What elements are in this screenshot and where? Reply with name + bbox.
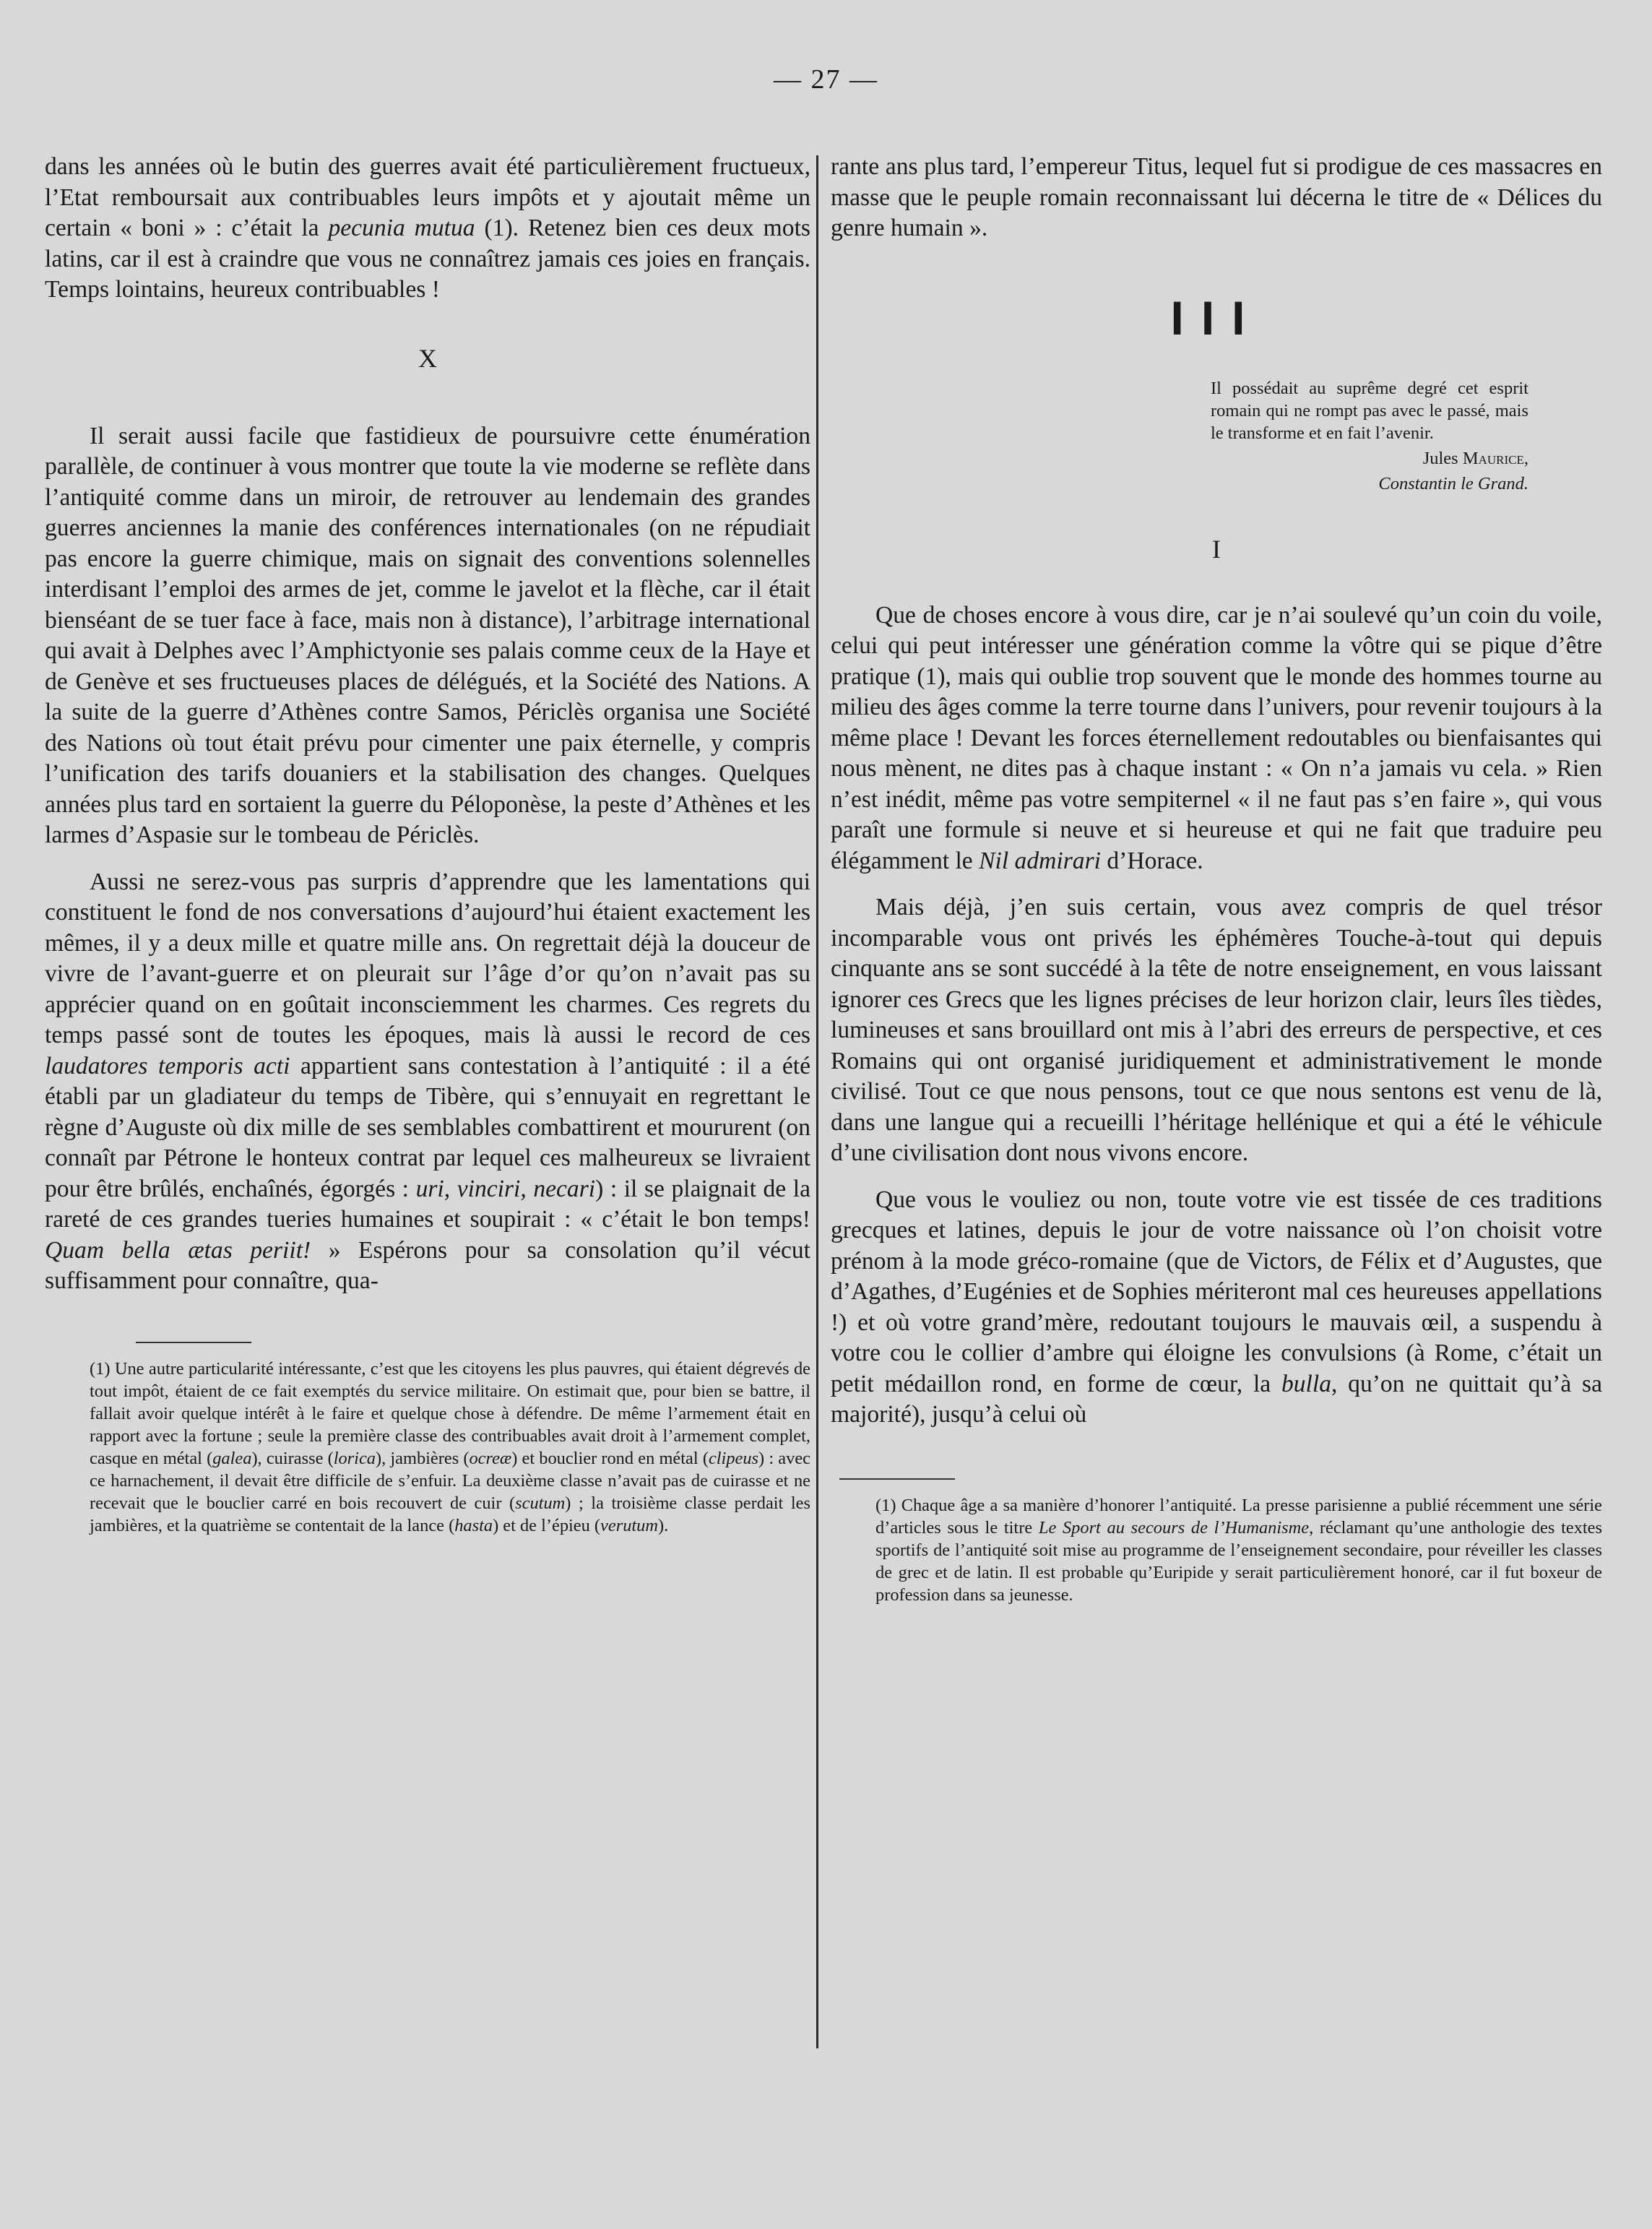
paragraph: Il serait aussi facile que fastidieux de poursuivre cette énumération parallèle, de continuer à vous montrer que toute la vie moderne se reflète dans l’antiquité comme dans un miroir, de retrouver au lendemain des grandes guerres anciennes la manie des conférences internationales (on ne répudiait pas encore la guerre chimique, mais on signait des conventions solennelles interdisant l’emploi des armes de jet, comme le javelot et la flèche, car il était bienséant de se tuer face à face, mais non à distance), l’arbitrage international qui avait à Delphes avec l’Amphictyonie ses palais comme ceux de la Haye et de Genève et ses fructueuses places de délégués, et la Société des Nations. A la suite de la guerre d’Athènes contre Samos, Périclès organisa une Société des Nations où tout était prévu pour cimenter une paix éternelle, y compris l’unification des tarifs douaniers et la stabilisation des changes. Quelques années plus tard en sortaient la guerre du Péloponèse, la peste d’Athènes et les larmes d’Aspasie sur le tombeau de Périclès. <box>45 422 810 848</box>
left-column <box>45 152 810 1537</box>
paragraph: Que de choses encore à vous dire, car je n’ai soulevé qu’un coin du voile, celui qui peut intéresser une génération comme la vôtre qui se pique d’être pratique (1), mais qui oublie trop souvent que le monde des hommes tourne au milieu des âges comme la terre tourne dans l’univers, pour revenir toujours à la même place ! Devant les forces éternellement redoutables ou bienfaisantes qui nous mènent, ne dites pas à chaque instant : « On n’a jamais vu cela. » Rien n’est inédit, même pas votre sempiternel « il ne faut pas s’en faire », qui vous paraît une formule si neuve et si heureuse et qui ne fait que traduire peu élégamment le Nil admirari d’Horace. <box>831 601 1602 874</box>
paragraph-continued: dans les années où le butin des guerres avait été particulièrement fructueux, l’Etat remboursait aux contribuables leurs impôts et y ajoutait même un certain « boni » : c’était la pecunia mutua (1). Retenez bien ces deux mots latins, car il est à craindre que vous ne connaîtrez jamais ces joies en français. Temps lointains, heureux contribuables ! <box>45 153 810 303</box>
column-divider <box>816 155 818 2048</box>
section-heading-i: I <box>1212 534 1221 564</box>
footnote: (1) Chaque âge a sa manière d’honorer l’antiquité. La presse parisienne a publié récemment une série d’articles sous le titre Le Sport au secours de l’Humanisme, réclamant qu’une anthologie des textes sportifs de l’antiquité soit mise au programme de l’enseignement secondaire, pour réveiller les classes de grec et de latin. Il est probable qu’Euripide y serait particulièrement honoré, car il fut boxeur de profession dans sa jeunesse. <box>875 1495 1602 1605</box>
paragraph: Mais déjà, j’en suis certain, vous avez compris de quel trésor incomparable vous ont privés les éphémères Touche-à-tout qui depuis cinquante ans se sont succédé à la tête de notre enseignement, en vous laissant ignorer ces Grecs que les lignes précises de leur horizon clair, leurs îles tièdes, lumineuses et sans brouillard ont mis à l’abri des erreurs de perspective, et ces Romains qui ont organisé juridiquement et administrativement le monde civilisé. Tout ce que nous pensons, tout ce que nous sentons est venu de là, dans une langue qui a recueilli l’héritage hellénique et qui a été le véhicule d’une civilisation dont nous vivons encore. <box>831 894 1602 1166</box>
section-heading-x: X <box>418 343 437 373</box>
paragraph-continued: rante ans plus tard, l’empereur Titus, lequel fut si prodigue de ces massacres en masse que le peuple romain reconnaissant lui décerna le titre de « Délices du genre humain ». <box>831 153 1602 241</box>
page-number: — 27 — <box>774 64 878 95</box>
paragraph: Aussi ne serez-vous pas surpris d’apprendre que les lamentations qui constituent le fond de nos conversations d’aujourd’hui étaient exactement les mêmes, il y a deux mille et quatre mille ans. On regrettait déjà la douceur de vivre de l’avant-guerre et on pleurait sur l’âge d’or qu’on n’avait pas su apprécier quand on en goûtait inconsciemment les charmes. Ces regrets du temps passé sont de toutes les époques, mais là aussi le record de ces laudatores temporis acti appartient sans contestation à l’antiquité : il a été établi par un gladiateur du temps de Tibère, qui s’ennuyait en regrettant le règne d’Auguste où dix mille de ses semblables combattirent et moururent (on connaît par Pétrone le honteux contrat par lequel ces malheureux se livraient pour être brûlés, enchaînés, égorgés : uri, vinciri, necari) : il se plaignait de la rareté de ces grandes tueries humaines et soupirait : « c’était le bon temps! Quam bella ætas periit! » Espérons pour sa consolation qu’il vécut suffisamment pour connaître, qua- <box>45 868 810 1294</box>
right-column <box>831 152 1602 1606</box>
section-heading-iii: III <box>1170 290 1263 345</box>
footnote-rule <box>136 1342 251 1343</box>
epigraph: Il possédait au suprême degré cet esprit romain qui ne rompt pas avec le passé, mais le transforme et en fait l’avenir. <box>1211 378 1528 443</box>
epigraph-work: Constantin le Grand. <box>1378 473 1528 493</box>
footnote: (1) Une autre particularité intéressante, c’est que les citoyens les plus pauvres, qui étaient dégrevés de tout impôt, étaient de ce fait exemptés du service militaire. On estimait que, pour bien se battre, il fallait avoir quelque intérêt à le faire et quelque chose à défendre. De même l’armement était en rapport avec la fortune ; seule la première classe des contribuables avait droit à l’armement complet, casque en métal (galea), cuirasse (lorica), jambières (ocreæ) et bouclier rond en métal (clipeus) : avec ce harnachement, il devait être difficile de s’enfuir. La deuxième classe n’avait pas de cuirasse et ne recevait que le bouclier carré en bois recouvert de cuir (scutum) ; la troisième classe perdait les jambières, et la quatrième se contentait de la lance (hasta) et de l’épieu (verutum). <box>90 1358 810 1535</box>
paragraph: Que vous le vouliez ou non, toute votre vie est tissée de ces traditions grecques et latines, depuis le jour de votre naissance où l’on choisit votre prénom à la mode gréco-romaine (que de Victors, de Félix et d’Augustes, que d’Agathes, d’Eugénies et de Sophies mériteront mal ces heureuses appellations !) et où votre grand’mère, redoutant toujours le mauvais œil, a suspendu à votre cou le collier d’ambre qui éloigne les convulsions (à Rome, c’était un petit médaillon rond, en forme de cœur, la bulla, qu’on ne quittait qu’à sa majorité), jusqu’à celui où <box>831 1186 1602 1428</box>
epigraph-author: Jules Maurice, <box>1422 448 1528 468</box>
footnote-rule <box>839 1478 955 1480</box>
